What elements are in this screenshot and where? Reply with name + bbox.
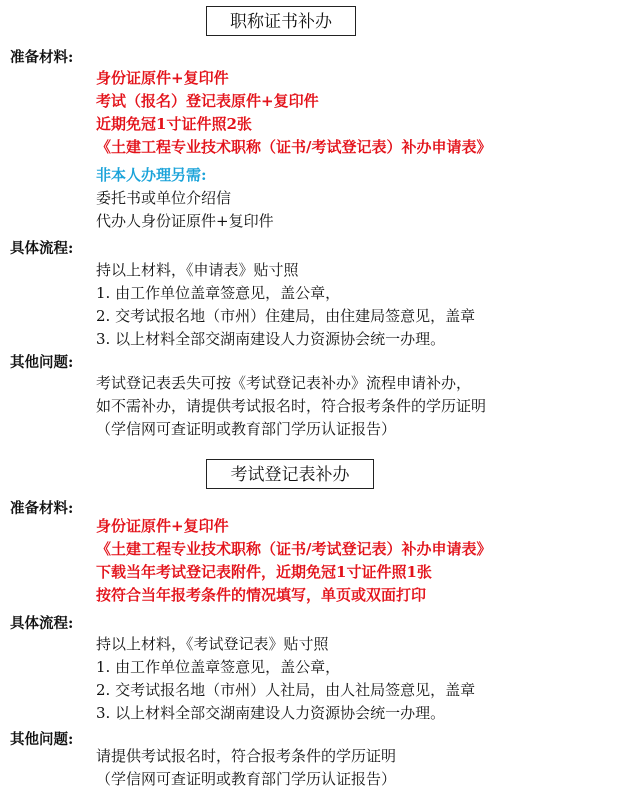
section2-process-label: 具体流程: <box>10 615 74 632</box>
section2-material-item: 《土建工程专业技术职称（证书/考试登记表）补办申请表》 <box>96 540 492 558</box>
section1-process-step: 2. 交考试报名地（市州）住建局，由住建局签意见，盖章 <box>96 307 476 325</box>
section1-non-self-label: 非本人办理另需: <box>96 166 207 184</box>
section2-process-step: 1. 由工作单位盖章签意见，盖公章， <box>96 658 341 676</box>
section2-process-step: 3. 以上材料全部交湖南建设人力资源协会统一办理。 <box>96 704 446 722</box>
section2-process-step: 持以上材料，《考试登记表》贴寸照 <box>96 635 329 653</box>
section2-other-label: 其他问题: <box>10 731 74 748</box>
section1-materials-label: 准备材料: <box>10 49 74 66</box>
section2-materials-label: 准备材料: <box>10 500 74 517</box>
section1-other-line: 如不需补办，请提供考试报名时，符合报考条件的学历证明 <box>96 397 487 415</box>
section2-material-item: 身份证原件+复印件 <box>96 517 229 535</box>
section2-material-item: 按符合当年报考条件的情况填写，单页或双面打印 <box>96 586 427 604</box>
section1-material-item: 近期免冠1寸证件照2张 <box>96 115 252 133</box>
section1-process-step: 1. 由工作单位盖章签意见，盖公章， <box>96 284 341 302</box>
section1-process-step: 持以上材料，《申请表》贴寸照 <box>96 261 299 279</box>
section1-material-item: 考试（报名）登记表原件+复印件 <box>96 92 319 110</box>
section2-process-step: 2. 交考试报名地（市州）人社局，由人社局签意见，盖章 <box>96 681 476 699</box>
section1-non-self-item: 代办人身份证原件+复印件 <box>96 212 274 230</box>
section1-process-label: 具体流程: <box>10 240 74 257</box>
section1-material-item: 身份证原件+复印件 <box>96 69 229 87</box>
section1-process-step: 3. 以上材料全部交湖南建设人力资源协会统一办理。 <box>96 330 446 348</box>
section1-other-line: 考试登记表丢失可按《考试登记表补办》流程申请补办， <box>96 374 472 392</box>
section2-other-line: 请提供考试报名时，符合报考条件的学历证明 <box>96 747 397 765</box>
section2-material-item: 下载当年考试登记表附件，近期免冠1寸证件照1张 <box>96 563 432 581</box>
section1-other-label: 其他问题: <box>10 354 74 371</box>
section1-material-item: 《土建工程专业技术职称（证书/考试登记表）补办申请表》 <box>96 138 492 156</box>
section2-title: 考试登记表补办 <box>206 459 374 489</box>
section1-title: 职称证书补办 <box>206 6 356 36</box>
section1-other-line: （学信网可查证明或教育部门学历认证报告） <box>96 420 397 438</box>
section1-non-self-item: 委托书或单位介绍信 <box>96 189 232 207</box>
section2-other-line: （学信网可查证明或教育部门学历认证报告） <box>96 770 397 788</box>
